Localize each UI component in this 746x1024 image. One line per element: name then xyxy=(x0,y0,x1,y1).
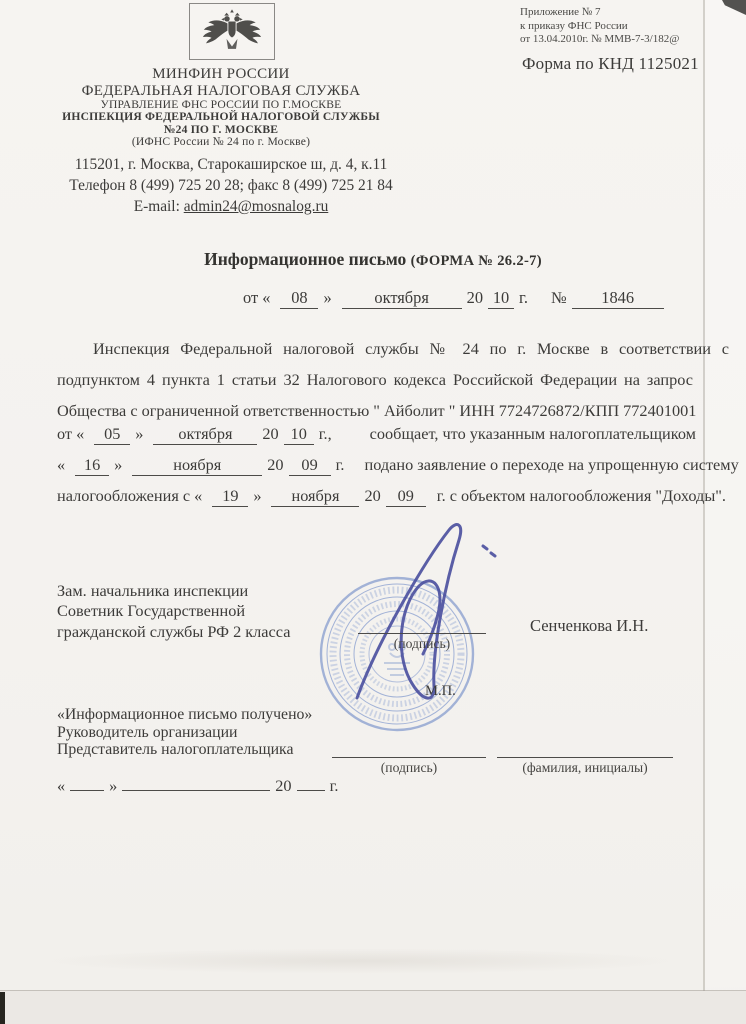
receipt-block xyxy=(57,706,312,759)
email-label: E-mail: xyxy=(133,198,184,215)
document-date-line xyxy=(243,288,669,309)
agency-directorate: УПРАВЛЕНИЕ ФНС РОССИИ ПО Г.МОСКВЕ xyxy=(100,98,342,111)
date-year-field: 10 xyxy=(488,288,514,309)
signature-line xyxy=(358,633,486,635)
form-knd-label: Форма по КНД 1125021 xyxy=(522,54,699,73)
date-century: 20 xyxy=(466,288,484,307)
trans-date-century: 20 xyxy=(364,486,381,505)
handwritten-signature-icon xyxy=(335,510,510,710)
req-date-month-field: октября xyxy=(153,424,257,445)
body-request-date-line xyxy=(57,424,696,445)
receipt-date-close: » xyxy=(109,776,118,795)
contact-email-line xyxy=(40,196,422,217)
scan-artifact-crease-line xyxy=(703,0,705,1024)
double-headed-eagle-icon xyxy=(193,7,271,57)
annex-line: Приложение № 7 xyxy=(520,6,601,18)
date-prefix: от « xyxy=(243,288,271,307)
req-date-year-field: 10 xyxy=(284,424,314,445)
date-year-suffix: г. xyxy=(519,288,529,307)
body-line-4-text: сообщает, что указанным налогоплательщиком xyxy=(369,424,696,443)
body-line-1: Инспекция Федеральной налоговой службы № 24 по г. Москве в соответствии с xyxy=(93,339,729,358)
receipt-date-day-blank xyxy=(70,790,104,791)
req-date-prefix: от « xyxy=(57,424,85,443)
app-date-close: » xyxy=(114,455,123,474)
receipt-date-suffix: г. xyxy=(329,776,339,795)
annex-reference-block xyxy=(520,6,740,47)
receipt-name-caption: (фамилия, инициалы) xyxy=(522,760,648,775)
receipt-date-century: 20 xyxy=(275,776,292,795)
doc-number-label: № xyxy=(551,288,567,307)
title-form-number: (ФОРМА № 26.2-7) xyxy=(410,253,542,269)
app-date-suffix: г. xyxy=(335,455,345,474)
receipt-date-month-blank xyxy=(122,790,270,791)
scan-artifact-smudge xyxy=(40,948,680,974)
receipt-line: Руководитель организации xyxy=(57,723,238,741)
signer-position-line: Советник Государственной xyxy=(57,601,246,621)
coat-of-arms-frame xyxy=(189,3,275,60)
agency-ministry: МИНФИН РОССИИ xyxy=(152,66,290,82)
receipt-date-open: « xyxy=(57,776,66,795)
req-date-suffix: г., xyxy=(318,424,332,443)
scan-artifact-right-edge xyxy=(705,0,746,1024)
agency-service: ФЕДЕРАЛЬНАЯ НАЛОГОВАЯ СЛУЖБА xyxy=(81,82,361,99)
receipt-name-line xyxy=(497,757,673,759)
agency-short-name: (ИФНС России № 24 по г. Москве) xyxy=(131,135,311,149)
body-application-date-line xyxy=(57,455,739,476)
signer-position-line: гражданской службы РФ 2 класса xyxy=(57,621,291,641)
annex-line: от 13.04.2010г. № ММВ-7-3/182@ xyxy=(520,33,680,45)
contact-phone: Телефон 8 (499) 725 20 28; факс 8 (499) 725 21 84 xyxy=(69,177,393,194)
signer-position-block xyxy=(57,581,290,642)
contact-address: 115201, г. Москва, Старокаширское ш, д. 4, к.11 xyxy=(74,156,388,173)
app-date-open: « xyxy=(57,455,66,474)
signer-position-line: Зам. начальника инспекции xyxy=(57,581,249,600)
title-main: Информационное письмо xyxy=(204,249,411,269)
body-line-2: подпунктом 4 пункта 1 статьи 32 Налогового кодекса Российской Федерации на запрос xyxy=(57,370,693,389)
body-transition-date-line xyxy=(57,486,726,507)
receipt-signature-caption: (подпись) xyxy=(380,760,438,775)
app-date-century: 20 xyxy=(267,455,284,474)
doc-number-field: 1846 xyxy=(572,288,664,309)
receipt-line: «Информационное письмо получено» xyxy=(57,706,313,723)
seal-place-mark: М.П. xyxy=(425,683,456,699)
receipt-date-year-blank xyxy=(297,790,325,791)
trans-date-prefix: налогообложения с « xyxy=(57,486,203,505)
email-address: admin24@mosnalog.ru xyxy=(183,198,329,215)
date-close-quote: » xyxy=(323,288,332,307)
trans-date-year-field: 09 xyxy=(386,486,426,507)
trans-date-month-field: ноября xyxy=(271,486,359,507)
req-date-day-field: 05 xyxy=(94,424,130,445)
trans-date-day-field: 19 xyxy=(212,486,248,507)
date-day-field: 08 xyxy=(280,288,318,309)
scan-artifact-bottom-left-corner xyxy=(0,992,5,1024)
signature-caption: (подпись) xyxy=(393,636,451,651)
body-line-6-text: г. с объектом налогообложения "Доходы". xyxy=(436,486,726,505)
receipt-date-line xyxy=(57,776,338,796)
agency-inspection-number: №24 ПО Г. МОСКВЕ xyxy=(163,122,279,136)
app-date-day-field: 16 xyxy=(75,455,109,476)
app-date-month-field: ноября xyxy=(132,455,262,476)
scan-artifact-bottom-edge xyxy=(0,990,746,991)
date-month-field: октября xyxy=(342,288,462,309)
scan-artifact-bottom-strip xyxy=(0,991,746,1024)
req-date-close: » xyxy=(135,424,144,443)
agency-inspection: ИНСПЕКЦИЯ ФЕДЕРАЛЬНОЙ НАЛОГОВОЙ СЛУЖБЫ xyxy=(62,110,380,124)
agency-header-block xyxy=(40,66,402,149)
contacts-block xyxy=(40,154,422,217)
body-line-3: Общества с ограниченной ответственностью " Айболит " ИНН 7724726872/КПП 772401001 xyxy=(57,401,697,420)
trans-date-close: » xyxy=(253,486,262,505)
receipt-signature-line xyxy=(332,757,486,759)
req-date-century: 20 xyxy=(262,424,279,443)
document-title xyxy=(0,249,746,270)
body-line-5-text: подано заявление о переходе на упрощенную систему xyxy=(364,455,739,474)
annex-line: к приказу ФНС России xyxy=(520,19,628,32)
app-date-year-field: 09 xyxy=(289,455,331,476)
signer-name: Сенченкова И.Н. xyxy=(530,616,649,635)
receipt-line: Представитель налогоплательщика xyxy=(57,741,294,759)
